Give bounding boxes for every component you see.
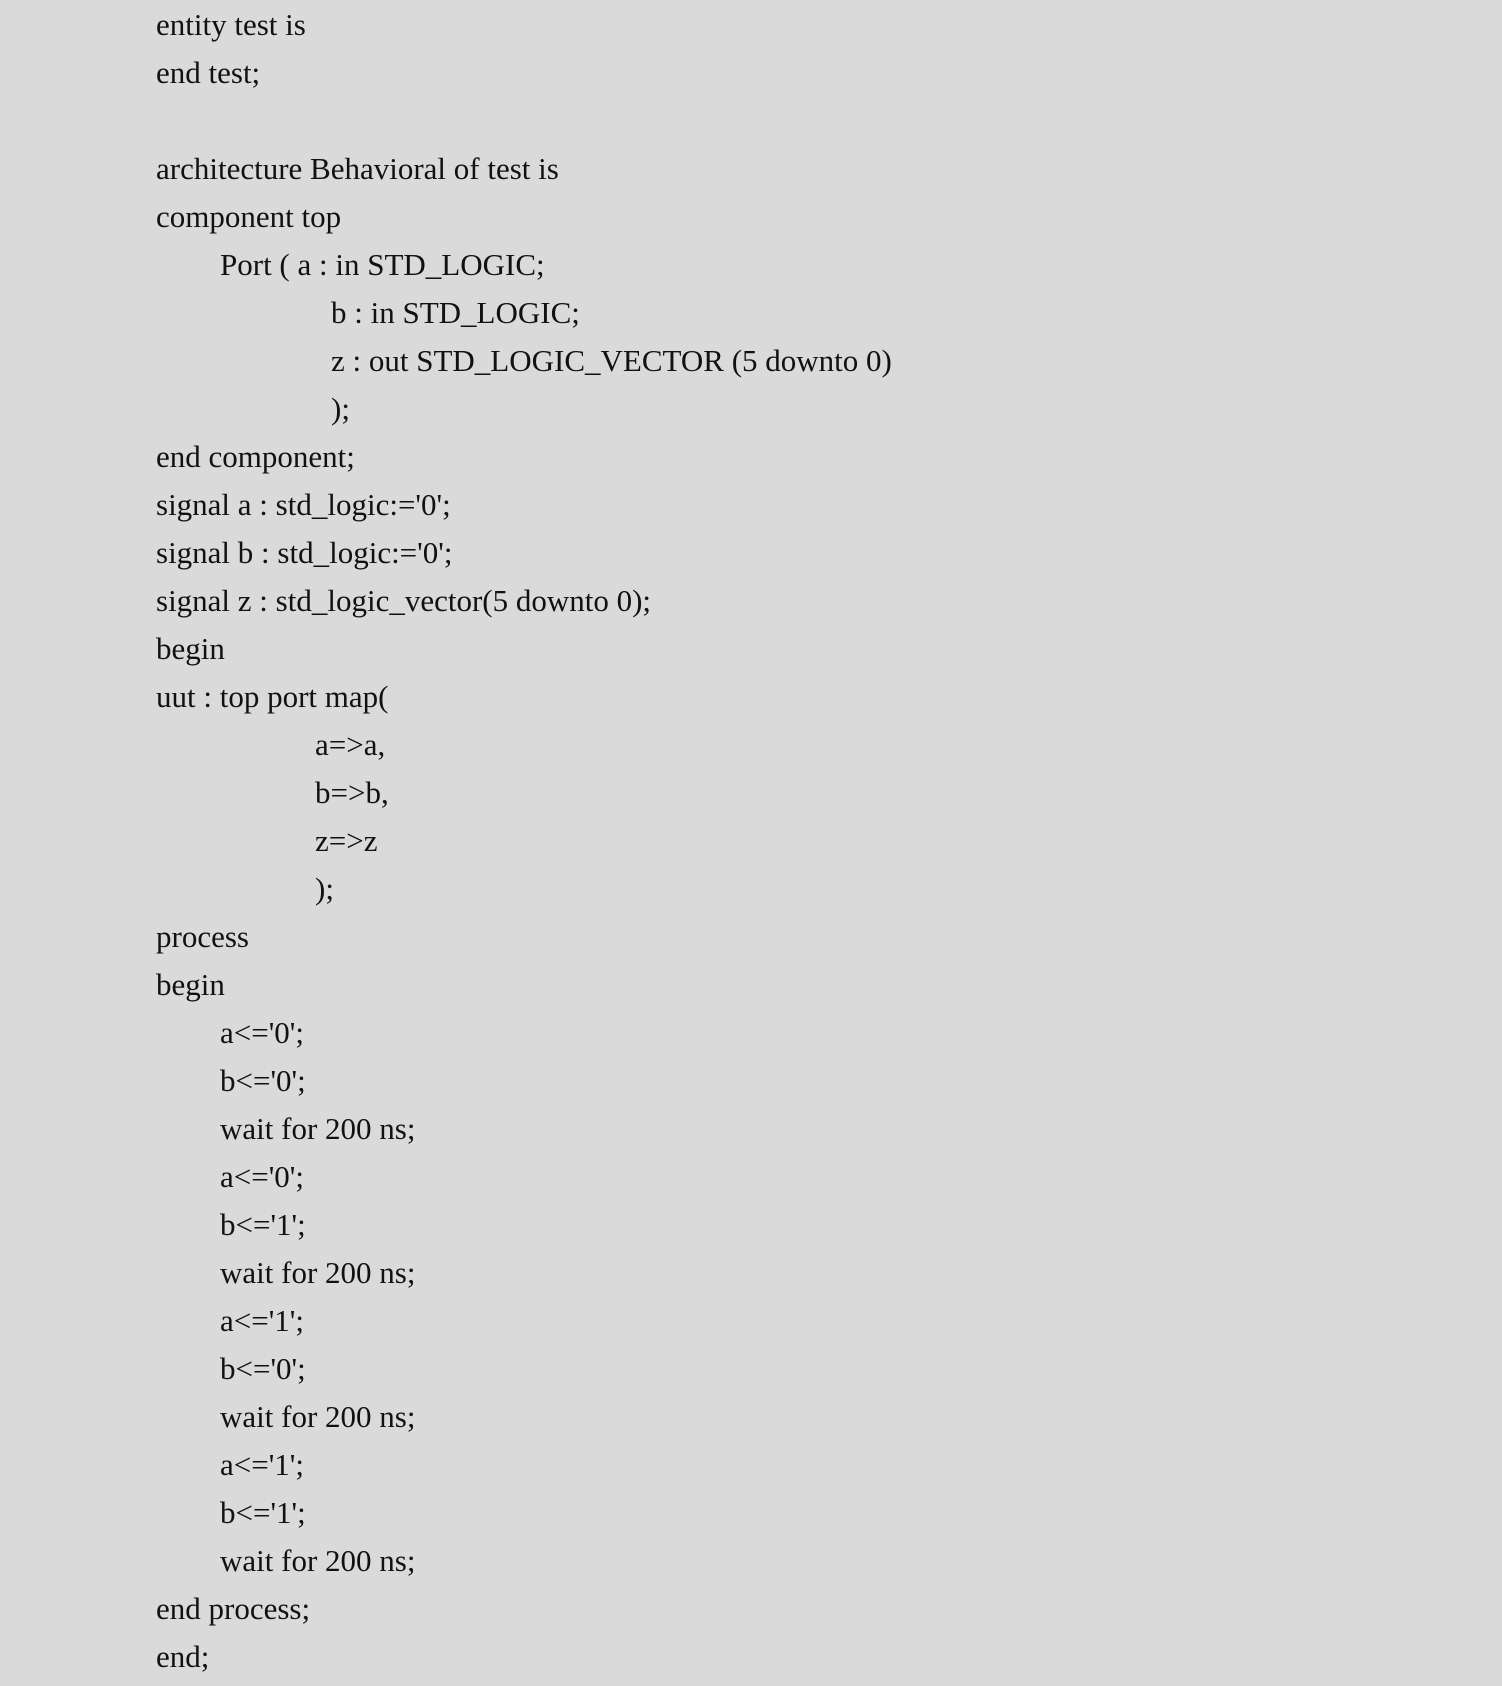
code-line bbox=[0, 97, 1502, 145]
code-line: end component; bbox=[156, 439, 355, 474]
code-line: end test; bbox=[156, 55, 261, 90]
code-line: ); bbox=[331, 391, 350, 426]
code-line: signal b : std_logic:='0'; bbox=[156, 535, 453, 570]
code-line: wait for 200 ns; bbox=[220, 1399, 416, 1434]
code-line: a=>a, bbox=[315, 727, 386, 762]
code-line: b<='0'; bbox=[220, 1063, 306, 1098]
code-line: begin bbox=[156, 967, 225, 1002]
code-line: b<='1'; bbox=[220, 1495, 306, 1530]
code-line: b<='1'; bbox=[220, 1207, 306, 1242]
code-line: entity test is bbox=[156, 7, 306, 42]
code-line: wait for 200 ns; bbox=[220, 1543, 416, 1578]
code-line: begin bbox=[156, 631, 225, 666]
code-line: signal a : std_logic:='0'; bbox=[156, 487, 451, 522]
code-line: wait for 200 ns; bbox=[220, 1111, 416, 1146]
code-line: process bbox=[156, 919, 249, 954]
code-line: end process; bbox=[156, 1591, 311, 1626]
code-line: b<='0'; bbox=[220, 1351, 306, 1386]
code-line: architecture Behavioral of test is bbox=[156, 151, 559, 186]
code-line: component top bbox=[156, 199, 342, 234]
code-line: wait for 200 ns; bbox=[220, 1255, 416, 1290]
code-line: end; bbox=[156, 1639, 210, 1674]
code-line: a<='0'; bbox=[220, 1159, 305, 1194]
code-line: a<='0'; bbox=[220, 1015, 305, 1050]
code-line: signal z : std_logic_vector(5 downto 0); bbox=[156, 583, 652, 618]
code-line: ); bbox=[315, 871, 334, 906]
code-line: uut : top port map( bbox=[156, 679, 389, 714]
code-line: b : in STD_LOGIC; bbox=[331, 295, 580, 330]
code-line: b=>b, bbox=[315, 775, 389, 810]
code-line: a<='1'; bbox=[220, 1303, 305, 1338]
code-line: z : out STD_LOGIC_VECTOR (5 downto 0) bbox=[331, 343, 892, 378]
code-line: a<='1'; bbox=[220, 1447, 305, 1482]
code-listing bbox=[0, 1, 1502, 1681]
code-line: z=>z bbox=[315, 823, 378, 858]
code-line: Port ( a : in STD_LOGIC; bbox=[220, 247, 545, 282]
